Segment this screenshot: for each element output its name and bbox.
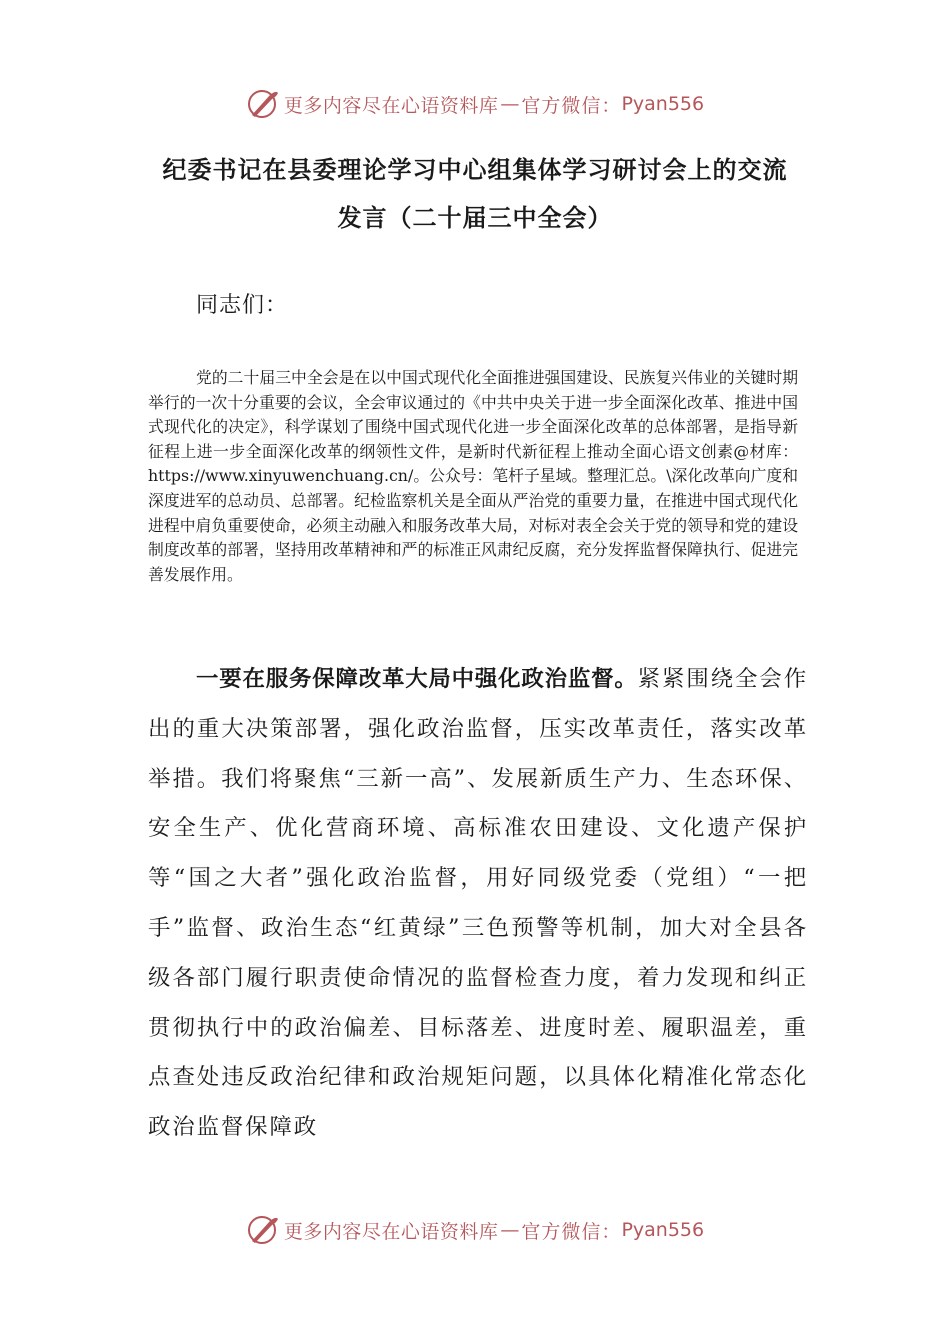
- banner-main-text: 更多内容尽在心语资料库: [283, 1220, 499, 1243]
- header-watermark-banner: [0, 84, 950, 124]
- banner-dash: —: [500, 93, 520, 115]
- banner-wechat-id: Pyan556: [621, 93, 705, 115]
- banner-main-text: 更多内容尽在心语资料库: [283, 94, 499, 117]
- document-title-line-2: 发言（二十届三中全会）: [337, 203, 613, 232]
- banner-wechat-id: Pyan556: [621, 1219, 705, 1241]
- quill-pen-logo-icon: [246, 87, 280, 121]
- section-1-heading: 一要在服务保障改革大局中强化政治监督。: [196, 666, 638, 692]
- banner-wechat-label: 官方微信：: [521, 94, 622, 117]
- intro-paragraph: 党的二十届三中全会是在以中国式现代化全面推进强国建设、民族复兴伟业的关键时期举行的一次十分重要的会议，全会审议通过的《中共中央关于进一步全面深化改革、推进中国式现代化的决定》，科学谋划了围绕中国式现代化进一步全面深化改革的总体部署，是指导新征程上进一步全面深化改革的纲领性文件，是新时代新征程上推动全面心语文创素@材库：https://www.xinyuwenchuang.cn/。公众号：笔杆子星域。整理汇总。\深化改革向广度和深度进军的总动员、总部署。纪检监察机关是全面从严治党的重要力量，在推进中国式现代化进程中肩负重要使命，必须主动融入和服务改革大局，对标对表全会关于党的领导和党的建设制度改革的部署，坚持用改革精神和严的标准正风肃纪反腐，充分发挥监督保障执行、促进完善发展作用。: [148, 368, 798, 584]
- section-1-paragraph: [148, 655, 808, 1153]
- banner-wechat-label: 官方微信：: [521, 1220, 622, 1243]
- document-title-line-1: 纪委书记在县委理论学习中心组集体学习研讨会上的交流: [162, 155, 788, 184]
- section-1-body: 紧紧围绕全会作出的重大决策部署，强化政治监督，压实改革责任，落实改革举措。我们将聚焦“三新一高”、发展新质生产力、生态环保、安全生产、优化营商环境、高标准农田建设、文化遗产保护等“国之大者”强化政治监督，用好同级党委（党组）“一把手”监督、政治生态“红黄绿”三色预警等机制，加大对全县各级各部门履行职责使命情况的监督检查力度，着力发现和纠正贯彻执行中的政治偏差、目标落差、进度时差、履职温差，重点查处违反政治纪律和政治规矩问题，以具体化精准化常态化政治监督保障政: [148, 666, 808, 1141]
- footer-watermark-banner: [0, 1210, 950, 1250]
- banner-dash: —: [500, 1219, 520, 1241]
- salutation: 同志们：: [196, 293, 289, 318]
- quill-pen-logo-icon: [246, 1213, 280, 1247]
